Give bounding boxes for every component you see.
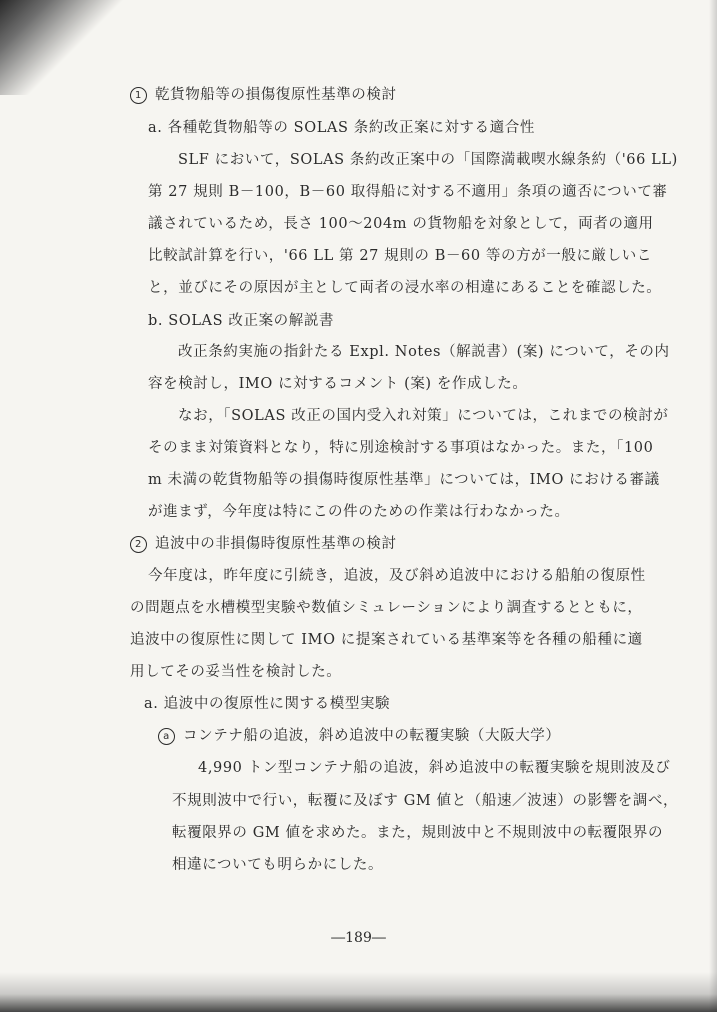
paragraph-line: 改正条約実施の指針たる Expl. Notes（解説書）(案) について，その内 <box>178 344 670 360</box>
section-1-heading-text: 乾貨物船等の損傷復原性基準の検討 <box>155 87 397 103</box>
paragraph-line: 不規則波中で行い，転覆に及ぼす GM 値と（船速／波速）の影響を調べ， <box>172 793 679 809</box>
paragraph-line: 議されているため，長さ 100～204m の貨物船を対象として，両者の適用 <box>148 216 654 232</box>
paragraph-line: と，並びにその原因が主として両者の浸水率の相違にあることを確認した。 <box>148 280 662 296</box>
section-1-heading <box>130 83 397 104</box>
paragraph-line: 比較試計算を行い，'66 LL 第 27 規則の B－60 等の方が一般に厳しいこ <box>148 248 653 264</box>
paragraph-line: 相違についても明らかにした。 <box>172 857 384 873</box>
section-2-heading-text: 追波中の非損傷時復原性基準の検討 <box>155 536 397 552</box>
paragraph-line: なお，「SOLAS 改正の国内受入れ対策」については，これまでの検討が <box>178 408 669 424</box>
circled-number-1: 1 <box>130 87 147 104</box>
circled-number-2: 2 <box>130 536 147 553</box>
section-1b-heading: b. SOLAS 改正案の解説書 <box>148 313 335 329</box>
section-2a-heading: a. 追波中の復原性に関する模型実験 <box>144 696 391 712</box>
section-1a-heading: a. 各種乾貨物船等の SOLAS 条約改正案に対する適合性 <box>148 120 535 136</box>
scan-bottom-shadow <box>0 972 717 1012</box>
page-number: ―189― <box>331 930 386 946</box>
paragraph-line: 転覆限界の GM 値を求めた。また，規則波中と不規則波中の転覆限界の <box>172 825 664 841</box>
subsection-heading <box>158 724 561 745</box>
scan-right-edge <box>709 0 717 1012</box>
paragraph-line: そのまま対策資料となり，特に別途検討する事項はなかった。また，「100 <box>148 440 654 456</box>
paragraph-line: SLF において，SOLAS 条約改正案中の「国際満載喫水線条約（'66 LL) <box>178 152 678 168</box>
subsection-heading-text: コンテナ船の追波，斜め追波中の転覆実験（大阪大学） <box>183 728 561 744</box>
paragraph-line: が進まず，今年度は特にこの件のための作業は行わなかった。 <box>148 504 570 520</box>
paragraph-line: 用してその妥当性を検討した。 <box>130 664 342 680</box>
paragraph-line: 追波中の復原性に関して IMO に提案されている基準案等を各種の船種に適 <box>130 632 643 648</box>
paragraph-line: 今年度は，昨年度に引続き，追波，及び斜め追波中における船舶の復原性 <box>148 568 646 584</box>
paragraph-line: m 未満の乾貨物船等の損傷時復原性基準」については，IMO における審議 <box>148 472 660 488</box>
circled-letter-a: a <box>158 728 175 745</box>
paragraph-line: の問題点を水槽模型実験や数値シミュレーションにより調査するとともに， <box>130 600 643 616</box>
paragraph-line: 容を検討し，IMO に対するコメント (案) を作成した。 <box>148 376 528 392</box>
paragraph-line: 第 27 規則 B－100，B－60 取得船に対する不適用」条項の適否について審 <box>148 184 668 200</box>
scan-corner-shadow <box>0 0 130 95</box>
section-2-heading <box>130 532 397 553</box>
paragraph-line: 4,990 トン型コンテナ船の追波，斜め追波中の転覆実験を規則波及び <box>198 760 671 776</box>
